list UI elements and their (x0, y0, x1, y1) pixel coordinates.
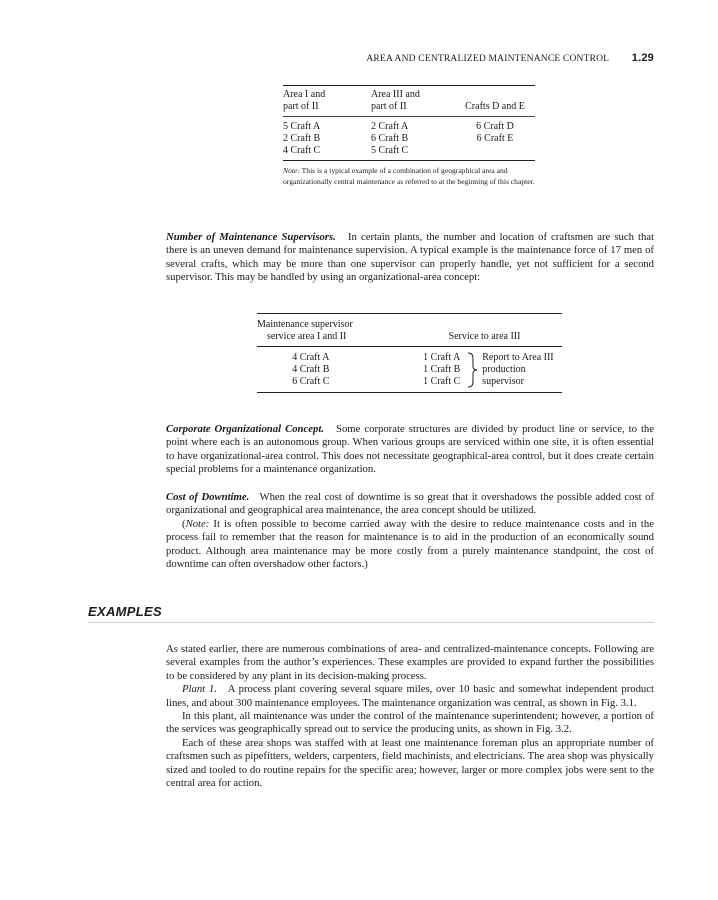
table-cell: supervisor (482, 376, 524, 387)
table-header-cell: Area III and (371, 89, 420, 100)
table-header-cell: part of II (371, 101, 407, 112)
table-note-label: Note: (283, 166, 300, 175)
table-cell: 2 Craft A (371, 121, 409, 132)
page-number: 1.29 (631, 52, 654, 64)
table-cell: 1 Craft C (423, 376, 461, 387)
table-body (257, 347, 562, 392)
paragraph-text: In certain plants, the number and location of craftsmen are such that there is an uneven demand for maintenance supervision. A typical example is the maintenance force of 17 men of several crafts, which may be more than one supervisor can properly handle, yet not sufficient for a second supervisor. This may be handled by using an organizational-area concept: (166, 231, 655, 284)
paragraph-text: Each of these area shops was staffed with at least one maintenance foreman plus an appropriate number of craftsmen such as pipefitters, welders, carpenters, field machinists, and electricians. The area shop was physically sized and tooled to do routine repairs for the specific area; however, larger or more complex jobs were sent to the central area for action. (166, 736, 654, 790)
table-header-cell: part of II (283, 101, 319, 112)
craft-distribution-table (283, 85, 535, 187)
section-heading: EXAMPLES (88, 604, 162, 619)
paragraph-downtime (166, 491, 654, 571)
table-cell: 6 Craft D (476, 121, 514, 132)
table-cell: 4 Craft A (292, 352, 330, 363)
section-divider (88, 622, 654, 623)
note-paren: ( (182, 517, 186, 530)
table-header-cell: Area I and (283, 89, 326, 100)
table-header-cell: service area I and II (267, 331, 347, 342)
paragraph-text: In this plant, all maintenance was under the control of the maintenance superintendent; however, a portion of the services was geographically spread out to service the producing units, as shown in Fig. 3.2. (166, 710, 654, 736)
runin-heading: Cost of Downtime. (166, 491, 250, 503)
paragraph-corporate (166, 423, 654, 477)
supervisor-service-table (257, 313, 562, 393)
table-cell: 2 Craft B (283, 133, 321, 144)
running-title: AREA AND CENTRALIZED MAINTENANCE CONTROL (366, 54, 610, 64)
note-label: Note: (185, 517, 210, 530)
table-cell: 4 Craft C (283, 145, 321, 156)
table-cell: 5 Craft C (371, 145, 409, 156)
curly-brace-icon (464, 352, 482, 388)
paragraph-supervisors (166, 231, 654, 285)
table-body (283, 117, 535, 160)
table-header-cell: Service to area III (448, 331, 521, 342)
examples-body (166, 643, 654, 790)
table-header-row (257, 314, 562, 346)
table-header-cell: Maintenance supervisor (257, 319, 353, 330)
table-note-text: This is a typical example of a combination of geographical area and organizationally central maintenance as referred to at the beginning of this chapter. (283, 166, 535, 186)
paragraph-text: When the real cost of downtime is so great that it overshadows the possible added cost of organizational and geographical area maintenance, the area concept should be utilized. (166, 491, 655, 517)
table-cell: 6 Craft E (476, 133, 514, 144)
table-cell: Report to Area III (482, 352, 554, 363)
table-cell: 1 Craft A (423, 352, 461, 363)
runin-heading: Number of Maintenance Supervisors. (166, 231, 336, 243)
table-cell: 5 Craft A (283, 121, 321, 132)
paragraph-text: Some corporate structures are divided by product line or service, to the point where each is an autonomous group. When various groups are serviced within one site, it is often essential to have organizational-area control. This does not necessitate geographical-area control, but it does create certain special problems for a maintenance organization. (166, 423, 655, 476)
table-cell: 1 Craft B (423, 364, 461, 375)
paragraph-text: A process plant covering several square miles, over 10 basic and somewhat independent product lines, and about 300 maintenance employees. The maintenance organization was central, as shown in Fig. 3.1. (166, 683, 654, 709)
table-note (283, 161, 535, 187)
paragraph-text: As stated earlier, there are numerous combinations of area- and centralized-maintenance concepts. Following are several examples from the author’s experiences. These examples are provided to expand further the possibilities to be considered by any plant in its decision-making process. (166, 643, 654, 682)
table-cell: 4 Craft B (292, 364, 330, 375)
table-header-row (283, 86, 535, 116)
table-cell: production (482, 364, 526, 375)
table-cell: 6 Craft C (292, 376, 330, 387)
runin-heading: Corporate Organizational Concept. (166, 423, 324, 435)
page-header (0, 52, 654, 64)
table-header-cell: Crafts D and E (465, 101, 525, 112)
plant-label: Plant 1. (182, 683, 217, 696)
paragraph-text: It is often possible to become carried away with the desire to reduce maintenance costs and in the process fail to remember that the reason for maintenance is to aid in the production of an economically sound product. Although area maintenance may be more costly from a purely maintenance standpoint, the cost of downtime can often overshadow other factors.) (166, 517, 654, 571)
table-cell: 6 Craft B (371, 133, 409, 144)
